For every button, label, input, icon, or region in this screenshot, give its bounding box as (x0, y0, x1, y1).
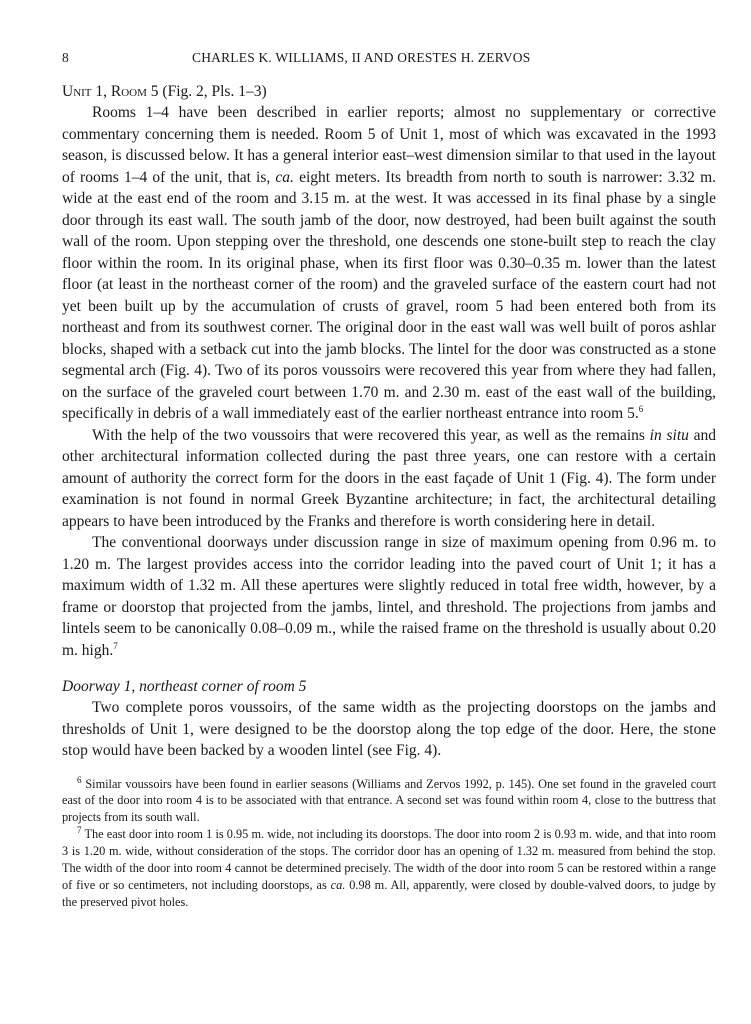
running-title: CHARLES K. WILLIAMS, II AND ORESTES H. ZERVOS (192, 50, 531, 65)
footnote-ref-6: 6 (638, 403, 644, 414)
page-number: 8 (62, 50, 69, 65)
paragraph-text: The conventional doorways under discussion range in size of maximum opening from 0.96 m. to 1.20 m. The largest provides access into the corridor leading into the paved court of Unit 1; it has a maximum width of 1.32 m. All these apertures were slightly reduced in total free width, however, by a frame or doorstop that projected from the jambs, lintel, and threshold. The projections from jambs and lintels seem to be canonically 0.08–0.09 m., while the raised frame on the threshold is usually about 0.20 m. high. (62, 534, 716, 659)
footnote-number: 6 (77, 774, 82, 785)
paragraph-text: eight meters. Its breadth from north to south is narrower: 3.32 m. wide at the east end of the room and 3.15 m. at the west. It was accessed in its final phase by a single door through its east wall. The south jamb of the door, now destroyed, had been built against the south wall of the room. Upon stepping over the threshold, one descends one stone-built step to reach the clay floor within the room. In its original phase, when its first floor was 0.30–0.35 m. lower than the latest floor (at least in the northeast corner of the room) and the graveled surface of the eastern court had not yet been built up by the accumulation of crusts of gravel, room 5 had been entered both from its northeast and from its southwest corner. The original door in the east wall was well built of poros ashlar blocks, shaped with a setback cut into the jamb blocks. The lintel for the door was constructed as a stone segmental arch (Fig. 4). Two of its poros voussoirs were recovered this year from where they had fallen, on the surface of the graveled court between 1.70 m. and 2.30 m. east of the east wall of the building, specifically in debris of a wall immediately east of the earlier northeast entrance into room 5. (62, 168, 717, 422)
paragraph-text: Two complete poros voussoirs, of the same width as the projecting doorstops on the jambs and thresholds of Unit 1, were designed to be the doorstop along the top edge of the door. Here, the stone stop would have been backed by a wooden lintel (see Fig. 4). (62, 699, 716, 759)
section-heading (62, 82, 716, 102)
footnote-text: 0.98 m. All, apparently, were closed by double-valved doors, to judge by the preserved pivot holes. (62, 877, 717, 909)
paragraph-conventional-doorways (62, 532, 716, 661)
footnote-7 (62, 826, 716, 911)
footnote-italic-abbrev: ca. (330, 877, 346, 892)
footnotes (62, 776, 716, 911)
footnote-6 (62, 776, 716, 827)
paragraph-room-5-description (62, 102, 716, 425)
paragraph-text: Rooms 1–4 have been described in earlier reports; almost no supplementary or corrective commentary concerning them is needed. Room 5 of Unit 1, most of which was excavated in the 1993 season, is discussed below. It has a general interior east–west dimension similar to that used in the layout of rooms 1–4 of the unit, that is, (62, 104, 716, 186)
footnote-text: The east door into room 1 is 0.95 m. wide, not including its doorstops. The door into room 2 is 0.93 m. wide, and that into room 3 is 1.20 m. wide, without consideration of the stops. The corridor door has an opening of 1.32 m. measured from behind the stop. The width of the door into room 4 cannot be determined precisely. The width of the door into room 5 can be restored within a range of five or so centimeters, not including doorstops, as (62, 827, 717, 892)
paragraph-italic-term: in situ (649, 426, 689, 444)
paragraph-italic-abbrev: ca. (275, 168, 294, 186)
subsection-heading: Doorway 1, northeast corner of room 5 (62, 678, 307, 695)
footnote-ref-7: 7 (113, 640, 118, 651)
footnote-text: Similar voussoirs have been found in earlier seasons (Williams and Zervos 1992, p. 145). One set found in the graveled court east of the door into room 4 is to be associated with that entrance. A second set was found within room 4, close to the buttress that projects from its south wall. (62, 776, 716, 825)
page (62, 50, 716, 911)
paragraph-text: and other architectural information collected during the past three years, one can restore with a certain amount of authority the correct form for the doors in the east façade of Unit 1 (Fig. 4). The form under examination is not found in normal Greek Byzantine architecture; in fact, the architectural detailing appears to have been introduced by the Franks and therefore is worth considering here in detail. (62, 426, 717, 530)
paragraph-voussoirs-restoration (62, 425, 716, 533)
paragraph-doorway-1 (62, 697, 716, 762)
section-title-figure-refs: (Fig. 2, Pls. 1–3) (158, 83, 267, 100)
paragraph-text: With the help of the two voussoirs that were recovered this year, as well as the remains (92, 426, 650, 444)
section-title-unit-room: Unit 1, Room 5 (62, 83, 159, 100)
footnote-number: 7 (77, 825, 82, 836)
running-head (62, 50, 716, 72)
